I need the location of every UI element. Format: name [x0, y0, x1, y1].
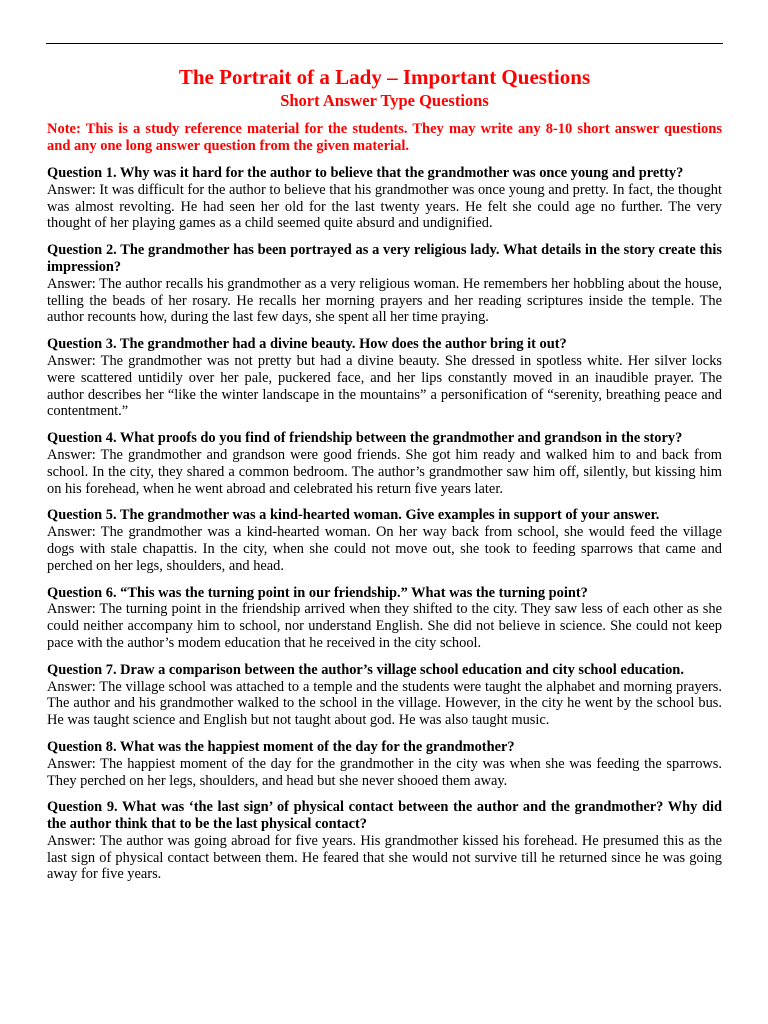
qa-item-1: [47, 165, 722, 232]
qa-item-4: [47, 430, 722, 497]
qa-item-2: [47, 242, 722, 326]
page-title: The Portrait of a Lady – Important Questions: [178, 65, 591, 89]
question-text: Question 5. The grandmother was a kind-hearted woman. Give examples in support of your answer.: [47, 507, 660, 524]
question-text: Question 1. Why was it hard for the author to believe that the grandmother was once young and pretty?: [47, 165, 684, 181]
qa-item-5: [47, 507, 722, 574]
answer-text: Answer: The turning point in the friendship arrived when they shifted to the city. They saw less of each other as she could neither accompany him to school, nor understand English. She did not believe in science. She could not keep pace with the author’s modem education that he received in the city school.: [47, 601, 722, 651]
qa-item-6: [47, 585, 722, 652]
question-text: Question 2. The grandmother has been portrayed as a very religious lady. What details in the story create this impression?: [47, 242, 722, 275]
question-text: Question 9. What was ‘the last sign’ of physical contact between the author and the grandmother? Why did the author think that to be the last physical contact?: [47, 799, 722, 833]
qa-item-3: [47, 336, 722, 420]
answer-text: Answer: The author was going abroad for five years. His grandmother kissed his forehead. He presumed this as the last sign of physical contact between them. He feared that she would not survive till he returned since he was going away for five years.: [47, 832, 722, 883]
qa-item-8: [47, 739, 722, 789]
page-subtitle: Short Answer Type Questions: [280, 91, 489, 110]
question-text: Question 8. What was the happiest moment of the day for the grandmother?: [47, 738, 515, 755]
document-page: [47, 64, 722, 893]
answer-text: Answer: The village school was attached to a temple and the students were taught the alphabet and morning prayers. The author and his grandmother walked to the school in the village. However, in the city he went by the school bus. He was taught science and English but not taught about god. He was also taught music.: [47, 678, 722, 729]
question-text: Question 7. Draw a comparison between the author’s village school education and city school education.: [47, 661, 684, 678]
answer-text: Answer: The grandmother was a kind-hearted woman. On her way back from school, she would feed the village dogs with stale chapattis. In the city, when she could not move out, she took to feeding sparrows that came and perched on her legs, shoulders, and head.: [47, 524, 722, 574]
qa-item-9: [47, 799, 722, 883]
top-rule: [46, 43, 723, 44]
question-text: Question 3. The grandmother had a divine beauty. How does the author bring it out?: [47, 336, 567, 353]
answer-text: Answer: The happiest moment of the day for the grandmother in the city was when she was feeding the sparrows. They perched on her legs, shoulders, and head but she never shooed them away.: [47, 755, 722, 789]
answer-text: Answer: The author recalls his grandmother as a very religious woman. He remembers her hobbling about the house, telling the beads of her rosary. He recalls her morning prayers and her reading scriptures inside the temple. The author recounts how, during the last few days, she spent all her time praying.: [47, 275, 722, 326]
answer-text: Answer: The grandmother was not pretty but had a divine beauty. She dressed in spotless white. Her silver locks were scattered untidily over her pale, puckered face, and her lips constantly moved in an inaudible prayer. The author describes her “like the winter landscape in the mountains” a personification of “serenity, breathing peace and contentment.”: [47, 352, 722, 420]
answer-text: Answer: It was difficult for the author to believe that his grandmother was once young and pretty. In fact, the thought was almost revolting. He had seen her old for the last twenty years. He felt she could age no further. The very thought of her playing games as a child seemed quite absurd and undignified.: [47, 181, 722, 232]
qa-item-7: [47, 662, 722, 729]
study-note: Note: This is a study reference material for the students. They may write any 8-10 short answer questions and any one long answer question from the given material.: [47, 121, 722, 154]
answer-text: Answer: The grandmother and grandson were good friends. She got him ready and walked him to and back from school. In the city, they shared a common bedroom. The author’s grandmother saw him off, silently, but kissing him on his forehead, when he went abroad and celebrated his return five years later.: [47, 446, 722, 497]
question-text: Question 6. “This was the turning point in our friendship.” What was the turning point?: [47, 584, 588, 601]
question-text: Question 4. What proofs do you find of friendship between the grandmother and grandson in the story?: [47, 430, 683, 447]
